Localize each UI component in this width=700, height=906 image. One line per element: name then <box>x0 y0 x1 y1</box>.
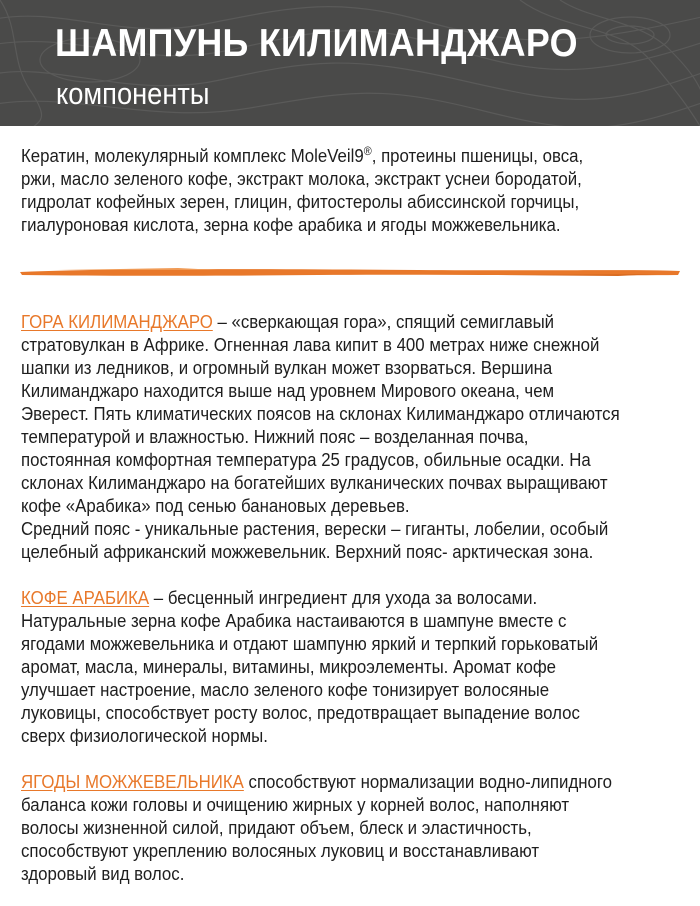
kilimanjaro-line: Эверест. Пять климатических поясов на склонах Килиманджаро отличаются <box>21 403 620 424</box>
kilimanjaro-line: Средний пояс - уникальные растения, верески – гиганты, лобелии, особый <box>21 518 609 539</box>
kilimanjaro-line: шапки из ледников, и огромный вулкан может взорваться. Вершина <box>21 357 553 378</box>
ingredients-text: , протеины пшеницы, овса, <box>371 145 584 166</box>
kilimanjaro-text: – «сверкающая гора», спящий семиглавый <box>212 311 555 332</box>
juniper-text: способствуют нормализации водно-липидного <box>243 771 613 792</box>
juniper-line: здоровый вид волос. <box>21 863 185 884</box>
coffee-line: луковицы, способствует росту волос, предотвращает выпадение волос <box>21 702 580 723</box>
coffee-heading: КОФЕ АРАБИКА <box>21 587 150 608</box>
kilimanjaro-heading: ГОРА КИЛИМАНДЖАРО <box>21 311 213 332</box>
coffee-line: улучшает настроение, масло зеленого кофе тонизирует волосяные <box>21 679 550 700</box>
brush-stroke-divider <box>18 265 682 279</box>
registered-mark: ® <box>363 143 372 158</box>
coffee-line: аромат, масла, минералы, витамины, микроэлементы. Аромат кофе <box>21 656 557 677</box>
ingredients-line <box>21 144 636 167</box>
juniper-line <box>21 770 636 793</box>
ingredients-text: Кератин, молекулярный комплекс MoleVeil9 <box>21 145 364 166</box>
kilimanjaro-line: стратовулкан в Африке. Огненная лава кипит в 400 метрах ниже снежной <box>21 334 600 355</box>
coffee-line: Натуральные зерна кофе Арабика настаиваются в шампуне вместе с <box>21 610 567 631</box>
ingredients-line: гидролат кофейных зерен, глицин, фитостеролы абиссинской горчицы, <box>21 191 580 212</box>
ingredients-line: гиалуроновая кислота, зерна кофе арабика и ягоды можжевельника. <box>21 214 561 235</box>
coffee-line <box>21 586 636 609</box>
kilimanjaro-paragraph <box>21 310 636 563</box>
coffee-paragraph <box>21 586 636 747</box>
kilimanjaro-line: Килиманджаро находится выше над уровнем Мирового океана, чем <box>21 380 555 401</box>
header-banner <box>0 0 700 126</box>
ingredients-line: ржи, масло зеленого кофе, экстракт молока, экстракт уснеи бородатой, <box>21 168 582 189</box>
page-subtitle: компоненты <box>56 76 210 111</box>
kilimanjaro-line: целебный африканский можжевельник. Верхний пояс- арктическая зона. <box>21 541 594 562</box>
kilimanjaro-line: кофе «Арабика» под сенью банановых деревьев. <box>21 495 410 516</box>
coffee-text: – бесценный ингредиент для ухода за волосами. <box>149 587 538 608</box>
kilimanjaro-line: склонах Килиманджаро на богатейших вулканических почвах выращивают <box>21 472 608 493</box>
ingredients-paragraph <box>21 144 636 236</box>
juniper-line: баланса кожи головы и очищению жирных у корней волос, наполняют <box>21 794 570 815</box>
coffee-line: сверх физиологической нормы. <box>21 725 268 746</box>
kilimanjaro-line <box>21 310 636 333</box>
coffee-line: ягодами можжевельника и отдают шампуню яркий и терпкий горьковатый <box>21 633 599 654</box>
kilimanjaro-line: постоянная комфортная температура 25 градусов, обильные осадки. На <box>21 449 591 470</box>
kilimanjaro-line: температурой и влажностью. Нижний пояс – возделанная почва, <box>21 426 529 447</box>
juniper-paragraph <box>21 770 636 885</box>
juniper-line: способствуют укреплению волосяных луковиц и восстанавливают <box>21 840 540 861</box>
page-title: ШАМПУНЬ КИЛИМАНДЖАРО <box>55 22 578 65</box>
juniper-line: волосы жизненной силой, придают объем, блеск и эластичность, <box>21 817 532 838</box>
juniper-heading: ЯГОДЫ МОЖЖЕВЕЛЬНИКА <box>21 771 244 792</box>
